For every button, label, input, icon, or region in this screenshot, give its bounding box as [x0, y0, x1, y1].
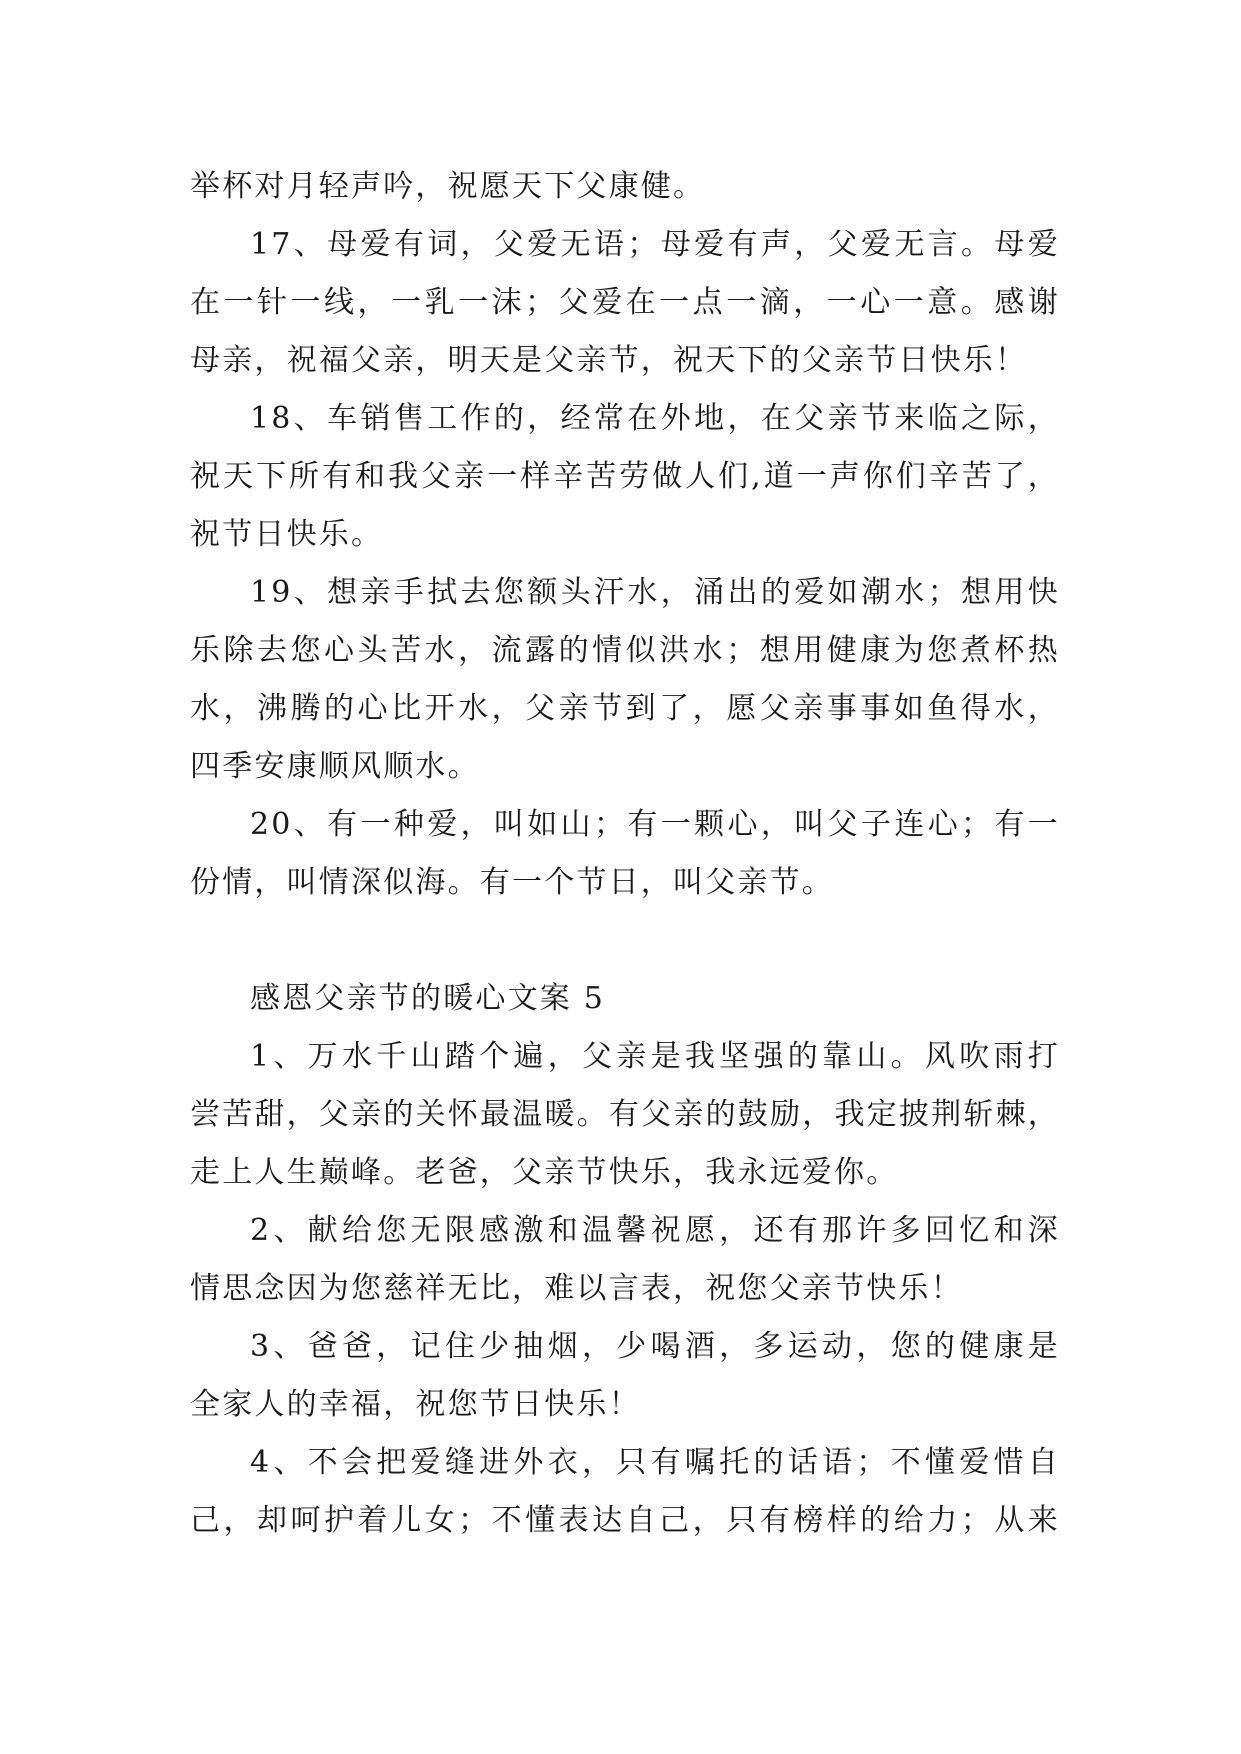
paragraph-line: 乐除去您心头苦水，流露的情似洪水；想用健康为您煮杯热 — [190, 633, 1060, 668]
paragraph-line: 水，沸腾的心比开水，父亲节到了，愿父亲事事如鱼得水， — [190, 691, 1060, 726]
paragraph-line: 在一针一线，一乳一沫；父爱在一点一滴，一心一意。感谢 — [190, 285, 1060, 320]
section-paragraph-3 — [190, 1318, 1060, 1434]
paragraph-line: 3、爸爸，记住少抽烟，少喝酒，多运动，您的健康是 — [250, 1329, 1060, 1364]
paragraph-line: 18、车销售工作的，经常在外地，在父亲节来临之际， — [250, 401, 1060, 436]
paragraph-line: 尝苦甜，父亲的关怀最温暖。有父亲的鼓励，我定披荆斩棘， — [190, 1097, 1060, 1132]
section-spacer — [190, 912, 1060, 970]
paragraph-line: 母亲，祝福父亲，明天是父亲节，祝天下的父亲节日快乐！ — [190, 343, 1028, 378]
paragraph-line: 全家人的幸福，祝您节日快乐！ — [190, 1387, 641, 1422]
paragraph-line: 份情，叫情深似海。有一个节日，叫父亲节。 — [190, 865, 834, 900]
paragraph-line: 19、想亲手拭去您额头汗水，涌出的爱如潮水；想用快 — [250, 575, 1060, 610]
paragraph-line: 2、献给您无限感激和温馨祝愿，还有那许多回忆和深 — [250, 1213, 1060, 1248]
paragraph-18 — [190, 390, 1060, 564]
paragraph-17 — [190, 216, 1060, 390]
paragraph-20 — [190, 796, 1060, 912]
paragraph-line: 4、不会把爱缝进外衣，只有嘱托的话语；不懂爱惜自 — [250, 1445, 1060, 1480]
section-paragraph-2 — [190, 1202, 1060, 1318]
paragraph-continuation-line: 举杯对月轻声吟，祝愿天下父康健。 — [190, 169, 706, 204]
paragraph-line: 走上人生巅峰。老爸，父亲节快乐，我永远爱你。 — [190, 1155, 899, 1190]
paragraph-line: 1、万水千山踏个遍，父亲是我坚强的靠山。风吹雨打 — [250, 1039, 1060, 1074]
paragraph-line: 17、母爱有词，父爱无语；母爱有声，父爱无言。母爱 — [250, 227, 1060, 262]
section-paragraph-1 — [190, 1028, 1060, 1202]
paragraph-line: 祝天下所有和我父亲一样辛苦劳做人们,道一声你们辛苦了， — [190, 459, 1060, 494]
paragraph-line: 祝节日快乐。 — [190, 517, 384, 552]
section-paragraph-4 — [190, 1434, 1060, 1550]
paragraph-line: 情思念因为您慈祥无比，难以言表，祝您父亲节快乐！ — [190, 1271, 963, 1306]
paragraph-line: 己，却呵护着儿女；不懂表达自己，只有榜样的给力；从来 — [190, 1503, 1060, 1538]
document-body — [190, 158, 1060, 1550]
paragraph-line: 20、有一种爱，叫如山；有一颗心，叫父子连心；有一 — [250, 807, 1060, 842]
paragraph-line: 四季安康顺风顺水。 — [190, 749, 480, 784]
section-title: 感恩父亲节的暖心文案 5 — [250, 981, 606, 1016]
paragraph-19 — [190, 564, 1060, 796]
